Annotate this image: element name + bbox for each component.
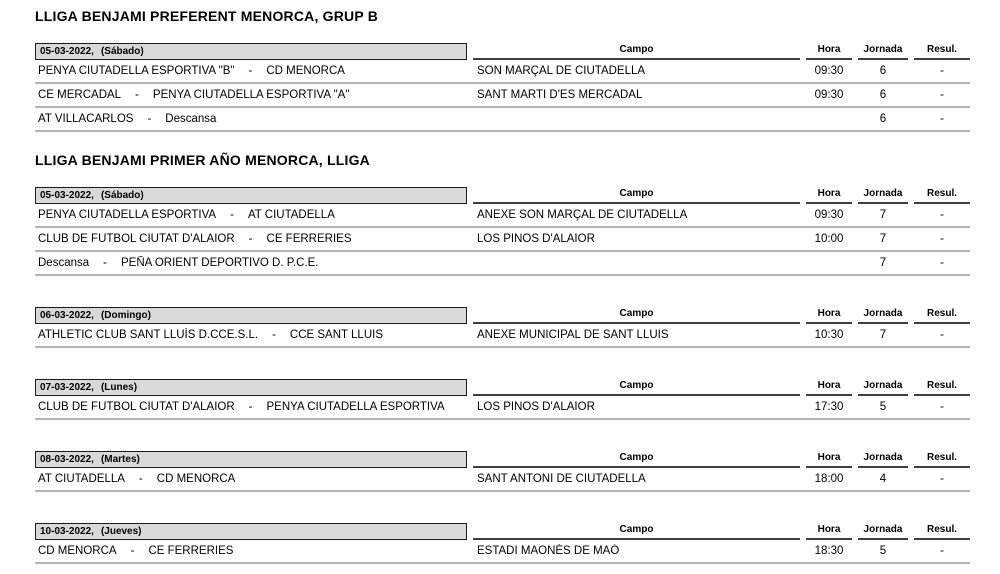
column-header-resul: Resul. (914, 188, 970, 204)
league-section-preferent (35, 8, 970, 132)
match-cell (35, 256, 467, 270)
fixture-row (35, 396, 970, 420)
date-label: 05-03-2022, (40, 46, 94, 57)
vs-dash: - (248, 65, 253, 77)
venue-cell: ESTADI MAONÉS DE MAÓ (477, 545, 620, 557)
league-section-primer-ano (35, 152, 970, 564)
column-header-campo: Campo (473, 188, 800, 204)
time-cell: 10:00 (814, 233, 844, 245)
jornada-cell: 7 (879, 209, 887, 221)
result-cell: - (940, 65, 944, 77)
fixture-row (35, 60, 970, 84)
section-title: LLIGA BENJAMI PREFERENT MENORCA, GRUP B (35, 8, 379, 24)
column-header-hora: Hora (806, 452, 852, 468)
home-team: AT VILLACARLOS (38, 113, 134, 125)
home-team: PENYA CIUTADELLA ESPORTIVA "B" (38, 65, 235, 77)
section-title: LLIGA BENJAMI PRIMER AÑO MENORCA, LLIGA (35, 152, 370, 168)
column-header-resul: Resul. (914, 452, 970, 468)
date-label: 08-03-2022, (40, 454, 94, 465)
venue-cell: SANT MARTI D'ES MERCADAL (477, 89, 643, 101)
away-team: CE FERRERIES (148, 545, 234, 557)
date-box (35, 451, 467, 468)
time-cell: 10:30 (814, 329, 844, 341)
match-cell (35, 64, 467, 78)
jornada-cell: 7 (879, 233, 887, 245)
vs-dash: - (103, 257, 107, 269)
column-header-hora: Hora (806, 188, 852, 204)
away-team: Descansa (165, 113, 217, 125)
column-header-hora: Hora (806, 524, 852, 540)
home-team: ATHLETIC CLUB SANT LLUÍS D.CCE.S.L. (38, 329, 259, 341)
matchday-block (35, 306, 970, 348)
weekday-label: (Lunes) (100, 382, 138, 393)
fixture-row (35, 228, 970, 252)
match-cell (35, 544, 467, 558)
time-cell: 18:30 (814, 545, 844, 557)
match-cell (35, 88, 467, 102)
away-team: PENYA CIUTADELLA ESPORTIVA (266, 401, 445, 413)
date-label: 07-03-2022, (40, 382, 94, 393)
vs-dash: - (135, 89, 139, 101)
venue-cell: SANT ANTONI DE CIUTADELLA (477, 473, 646, 485)
matchday-header (35, 378, 970, 396)
column-header-jornada: Jornada (858, 524, 908, 540)
match-cell (35, 208, 467, 222)
venue-cell: ANEXE MUNICIPAL DE SANT LLUIS (477, 329, 669, 341)
column-header-campo: Campo (473, 452, 800, 468)
column-header-jornada: Jornada (858, 308, 908, 324)
jornada-cell: 7 (879, 329, 887, 341)
column-header-campo: Campo (473, 44, 800, 60)
column-header-campo: Campo (473, 524, 800, 540)
column-header-hora: Hora (806, 380, 852, 396)
match-cell (35, 328, 467, 342)
matchday-blocks (35, 42, 970, 132)
weekday-label: (Sábado) (100, 46, 144, 57)
date-box (35, 379, 467, 396)
vs-dash: - (272, 329, 276, 341)
matchday-header (35, 522, 970, 540)
column-header-jornada: Jornada (858, 380, 908, 396)
column-header-hora: Hora (806, 44, 852, 60)
date-label: 10-03-2022, (40, 526, 94, 537)
date-label: 06-03-2022, (40, 310, 94, 321)
result-cell: - (940, 473, 944, 485)
away-team: PEÑA ORIENT DEPORTIVO D. P.C.E. (120, 257, 319, 269)
matchday-block (35, 450, 970, 492)
matchday-block (35, 522, 970, 564)
match-cell (35, 400, 467, 414)
home-team: CLUB DE FUTBOL CIUTAT D'ALAIOR (38, 233, 235, 245)
away-team: AT CIUTADELLA (247, 209, 335, 221)
away-team: CD MENORCA (156, 473, 236, 485)
away-team: CCE SANT LLUIS (289, 329, 384, 341)
column-header-jornada: Jornada (858, 44, 908, 60)
weekday-label: (Jueves) (100, 526, 142, 537)
column-header-resul: Resul. (914, 44, 970, 60)
column-header-resul: Resul. (914, 380, 970, 396)
matchday-block (35, 42, 970, 132)
fixture-row (35, 468, 970, 492)
column-header-campo: Campo (473, 380, 800, 396)
column-header-jornada: Jornada (858, 188, 908, 204)
fixture-row (35, 540, 970, 564)
venue-cell: LOS PINOS D'ALAIOR (477, 233, 595, 245)
home-team: PENYA CIUTADELLA ESPORTIVA (38, 209, 217, 221)
matchday-block (35, 186, 970, 276)
date-box (35, 523, 467, 540)
time-cell: 18:00 (814, 473, 844, 485)
away-team: CD MENORCA (266, 65, 345, 77)
fixture-row (35, 204, 970, 228)
weekday-label: (Martes) (100, 454, 140, 465)
result-cell: - (940, 545, 944, 557)
fixture-row (35, 84, 970, 108)
column-header-resul: Resul. (914, 524, 970, 540)
matchday-header (35, 306, 970, 324)
jornada-cell: 4 (879, 473, 887, 485)
away-team: CE FERRERIES (266, 233, 352, 245)
time-cell: 09:30 (814, 65, 844, 77)
home-team: CD MENORCA (38, 545, 117, 557)
matchday-header (35, 450, 970, 468)
away-team: PENYA CIUTADELLA ESPORTIVA "A" (152, 89, 350, 101)
vs-dash: - (147, 113, 152, 125)
venue-cell: ANEXE SON MARÇAL DE CIUTADELLA (477, 209, 688, 221)
result-cell: - (940, 257, 944, 269)
result-cell: - (940, 89, 944, 101)
result-cell: - (940, 209, 944, 221)
matchday-header (35, 42, 970, 60)
match-cell (35, 232, 467, 246)
fixture-row (35, 108, 970, 132)
date-label: 05-03-2022, (40, 190, 94, 201)
home-team: CE MERCADAL (38, 89, 122, 101)
result-cell: - (940, 113, 944, 125)
matchday-block (35, 378, 970, 420)
jornada-cell: 6 (879, 89, 887, 101)
weekday-label: (Sábado) (100, 190, 144, 201)
venue-cell: SON MARÇAL DE CIUTADELLA (477, 65, 646, 77)
home-team: CLUB DE FUTBOL CIUTAT D'ALAIOR (38, 401, 235, 413)
result-cell: - (940, 233, 944, 245)
result-cell: - (940, 329, 944, 341)
column-header-hora: Hora (806, 308, 852, 324)
date-box (35, 307, 467, 324)
time-cell: 17:30 (814, 401, 844, 413)
result-cell: - (940, 401, 944, 413)
jornada-cell: 6 (879, 65, 887, 77)
column-header-jornada: Jornada (858, 452, 908, 468)
weekday-label: (Domingo) (100, 310, 151, 321)
fixture-row (35, 324, 970, 348)
jornada-cell: 5 (879, 401, 887, 413)
home-team: Descansa (38, 257, 90, 269)
date-box (35, 187, 467, 204)
vs-dash: - (138, 473, 143, 485)
date-box (35, 43, 467, 60)
vs-dash: - (248, 233, 253, 245)
column-header-resul: Resul. (914, 308, 970, 324)
match-cell (35, 472, 467, 486)
vs-dash: - (130, 545, 135, 557)
jornada-cell: 5 (879, 545, 887, 557)
vs-dash: - (248, 401, 253, 413)
home-team: AT CIUTADELLA (38, 473, 125, 485)
vs-dash: - (230, 209, 234, 221)
venue-cell: LOS PINOS D'ALAIOR (477, 401, 595, 413)
time-cell: 09:30 (814, 89, 844, 101)
matchday-blocks (35, 186, 970, 564)
match-cell (35, 112, 467, 126)
jornada-cell: 7 (879, 257, 887, 269)
fixture-row (35, 252, 970, 276)
time-cell: 09:30 (814, 209, 844, 221)
matchday-header (35, 186, 970, 204)
column-header-campo: Campo (473, 308, 800, 324)
jornada-cell: 6 (879, 113, 887, 125)
